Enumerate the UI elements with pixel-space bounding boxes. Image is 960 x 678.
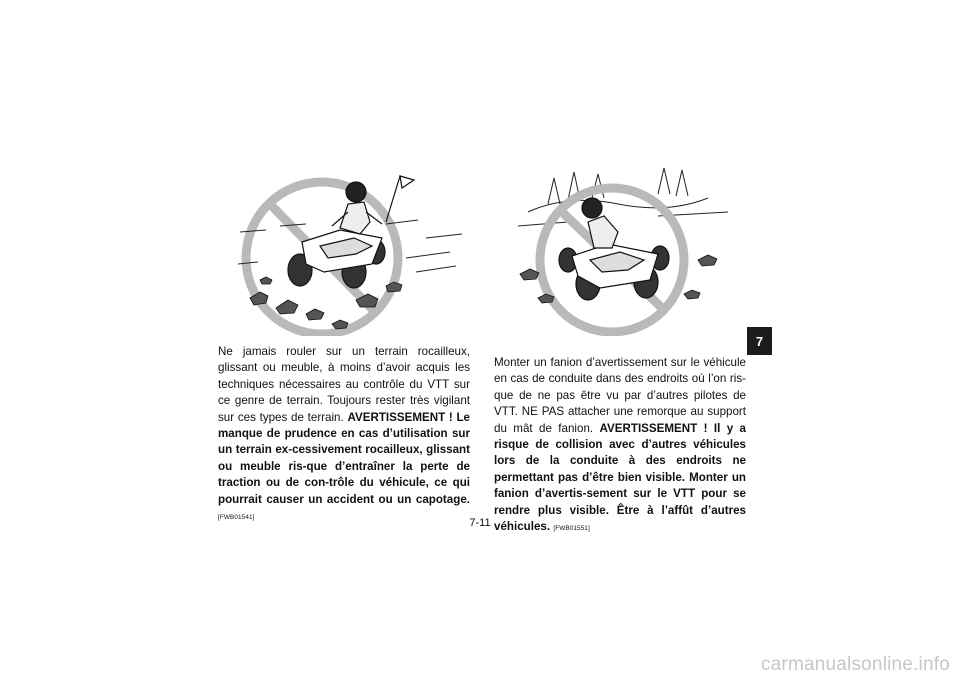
left-warning-text: AVERTISSEMENT ! Le manque de prudence en cas d’utilisation sur un terrain ex-cessivement rocailleux, glissant ou meuble ris-que d’entraîner la perte de traction ou de con-trôle du véhicule, ce qui pourrait causer un accident ou un capotage. xyxy=(218,410,471,506)
left-paragraph-text: Ne jamais rouler sur un terrain rocailleux, glissant ou meuble, à moins d’avoir acquis les techniques nécessaires au contrôle du VTT sur ce genre de terrain. Toujours rester très vigilant sur ces types de terrain. xyxy=(218,345,470,424)
watermark: carmanualsonline.info xyxy=(760,654,950,675)
prohibited-icon xyxy=(236,168,468,336)
right-reference-code: [FWB01551] xyxy=(553,525,590,533)
page-number: 7-11 xyxy=(469,517,491,529)
rocky-terrain-warning-illustration xyxy=(236,168,468,336)
flag-warning-illustration xyxy=(508,164,740,336)
right-paragraph-text: Monter un fanion d’avertissement sur le véhicule en cas de conduite dans des endroits où l’on ris-que de ne pas être vu par d’autres pilotes de VTT. NE PAS attacher une remorque au support du mât de fanion. xyxy=(494,356,746,435)
left-text-column xyxy=(218,344,470,526)
chapter-tab: 7 xyxy=(747,327,772,355)
left-reference-code: [FWB01541] xyxy=(218,514,255,522)
right-warning-text: AVERTISSEMENT ! Il y a risque de collision avec d’autres véhicules lors de la conduite à des endroits ne permettant pas d’être bien visible. Monter un fanion d’avertis-sement sur le VTT pour se rendre plus visible. Être à l’affût d’autres véhicules. xyxy=(494,421,746,534)
right-text-column xyxy=(494,355,746,537)
prohibited-icon xyxy=(508,164,740,336)
